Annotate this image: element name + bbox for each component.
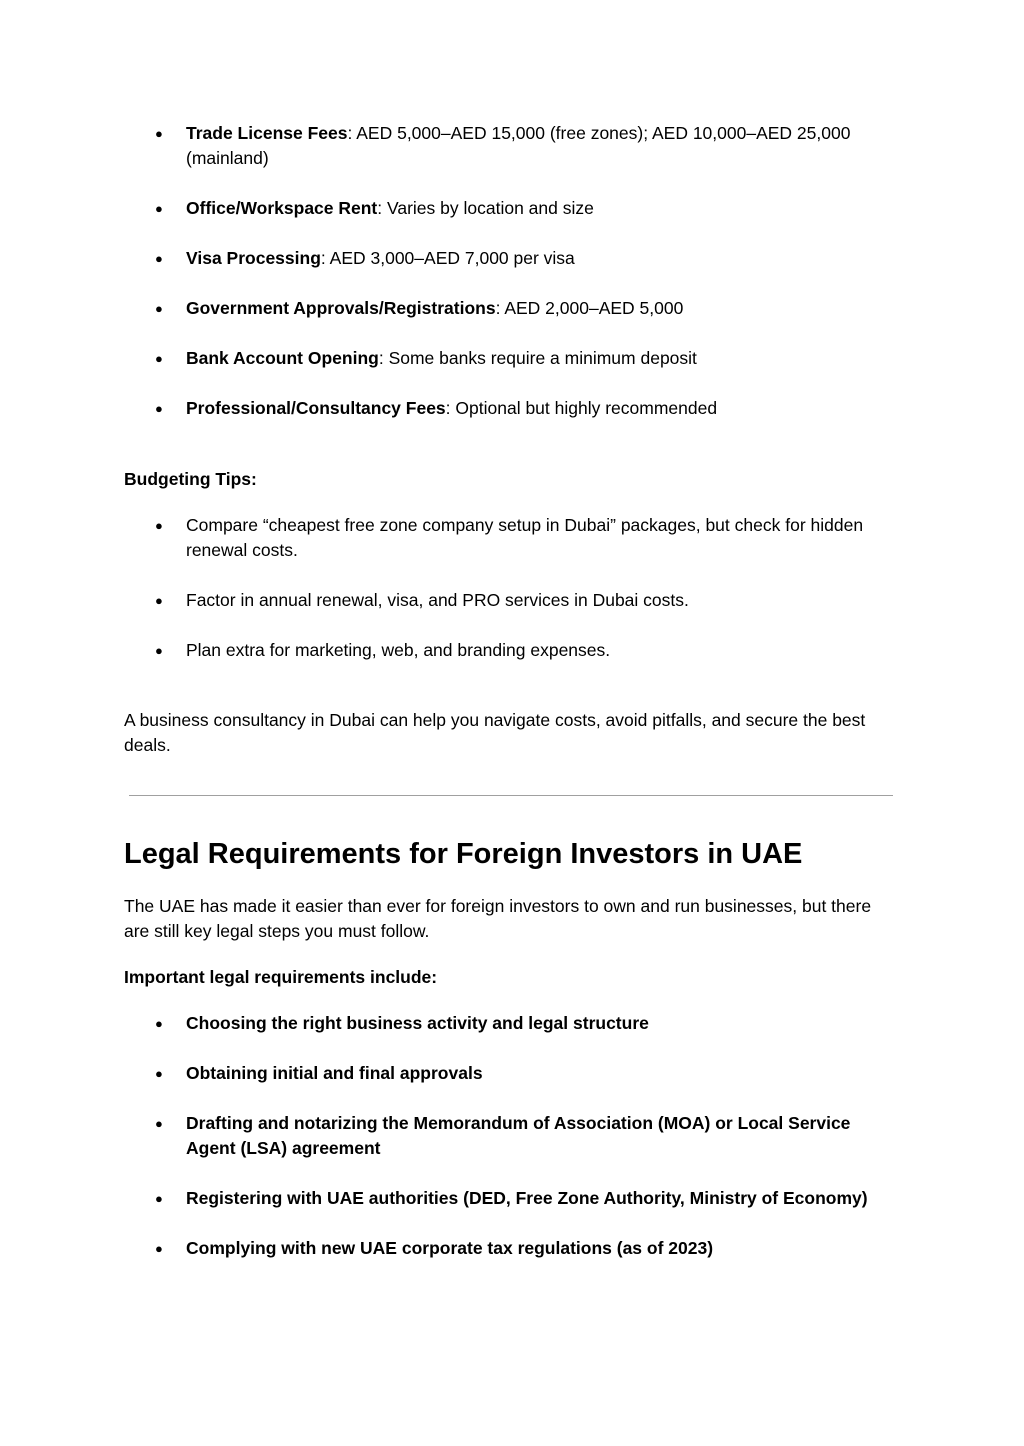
list-item [124, 246, 894, 271]
requirement-text: Drafting and notarizing the Memorandum of Association (MOA) or Local Service Agent (LSA) agreement [186, 1113, 851, 1158]
cost-term: Bank Account Opening [186, 348, 379, 368]
budgeting-section [124, 467, 894, 688]
list-item [124, 1061, 894, 1086]
list-item [124, 1011, 894, 1036]
requirement-text: Complying with new UAE corporate tax regulations (as of 2023) [186, 1238, 714, 1258]
cost-term: Government Approvals/Registrations [186, 298, 496, 318]
budgeting-heading: Budgeting Tips: [124, 469, 257, 489]
bullet-icon: ● [155, 518, 163, 533]
bullet-icon: ● [155, 1241, 163, 1256]
list-item [124, 346, 894, 371]
consultancy-note: A business consultancy in Dubai can help you navigate costs, avoid pitfalls, and secure the best deals. [124, 710, 866, 755]
legal-section [124, 894, 894, 1286]
cost-detail: : AED 3,000–AED 7,000 per visa [320, 248, 575, 268]
cost-detail: : Some banks require a minimum deposit [378, 348, 697, 368]
bullet-icon: ● [155, 201, 163, 216]
list-item [124, 588, 894, 613]
tip-text: Factor in annual renewal, visa, and PRO services in Dubai costs. [186, 590, 689, 610]
tip-text: Compare “cheapest free zone company setup in Dubai” packages, but check for hidden renewal costs. [186, 515, 864, 560]
list-item [124, 196, 894, 221]
list-item [124, 513, 894, 563]
bullet-icon: ● [155, 643, 163, 658]
list-item [124, 296, 894, 321]
cost-term: Office/Workspace Rent [186, 198, 378, 218]
bullet-icon: ● [155, 1116, 163, 1131]
consultancy-note-block [124, 708, 894, 758]
bullet-icon: ● [155, 126, 163, 141]
list-item [124, 121, 894, 171]
requirement-text: Registering with UAE authorities (DED, Free Zone Authority, Ministry of Economy) [186, 1188, 868, 1208]
bullet-icon: ● [155, 593, 163, 608]
bullet-icon: ● [155, 1066, 163, 1081]
bullet-icon: ● [155, 301, 163, 316]
horizontal-divider [129, 795, 893, 796]
cost-detail: : Varies by location and size [377, 198, 594, 218]
bullet-icon: ● [155, 401, 163, 416]
bullet-icon: ● [155, 251, 163, 266]
legal-intro: The UAE has made it easier than ever for foreign investors to own and run businesses, but there are still key legal steps you must follow. [124, 896, 872, 941]
cost-detail: : AED 5,000–AED 15,000 (free zones); AED 10,000–AED 25,000 (mainland) [186, 123, 851, 168]
tip-text: Plan extra for marketing, web, and branding expenses. [186, 640, 611, 660]
bullet-icon: ● [155, 351, 163, 366]
cost-detail: : Optional but highly recommended [445, 398, 718, 418]
bullet-icon: ● [155, 1016, 163, 1031]
cost-term: Professional/Consultancy Fees [186, 398, 446, 418]
requirement-text: Obtaining initial and final approvals [186, 1063, 483, 1083]
cost-detail: : AED 2,000–AED 5,000 [495, 298, 684, 318]
section-title: Legal Requirements for Foreign Investors in UAE [124, 838, 803, 870]
legal-subheading: Important legal requirements include: [124, 967, 438, 987]
budgeting-tips-list [124, 513, 894, 663]
list-item [124, 396, 894, 421]
cost-term: Visa Processing [186, 248, 321, 268]
list-item [124, 638, 894, 663]
requirement-text: Choosing the right business activity and legal structure [186, 1013, 649, 1033]
cost-list [124, 121, 894, 446]
list-item [124, 1236, 894, 1261]
legal-requirements-list [124, 1011, 894, 1261]
list-item [124, 1186, 894, 1211]
list-item [124, 1111, 894, 1161]
bullet-icon: ● [155, 1191, 163, 1206]
cost-term: Trade License Fees [186, 123, 348, 143]
